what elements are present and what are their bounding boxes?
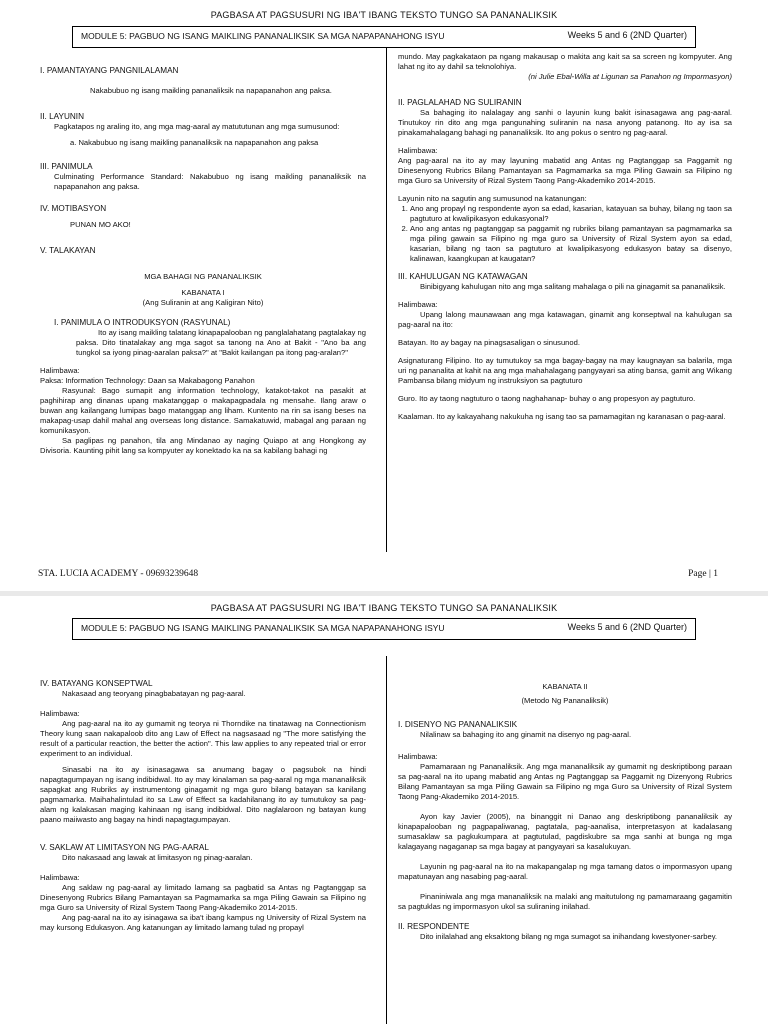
section-heading: II. LAYUNIN [40, 112, 84, 121]
label: Halimbawa: [40, 366, 80, 375]
footer-page-number: Page | 1 [688, 569, 718, 579]
page-2 [0, 596, 768, 1024]
section-heading: II. RESPONDENTE [398, 922, 470, 931]
question-list [398, 204, 732, 264]
paragraph: Nilalinaw sa bahaging ito ang ginamit na disenyo ng pag-aaral. [420, 730, 632, 739]
paragraph: Upang lalong maunawaan ang mga katawagan, ginamit ang konseptwal na kahulugan sa pag-aaral na ito: [398, 310, 732, 329]
paragraph: Ang pag-aaral na ito ay may layuning mabatid ang Antas ng Pagtanggap sa Paggamit ng Dinesenyong Rubrics Bilang Pamantayan sa Pagmamarka sa mga Piling Gawain sa Filipino ng mga Guro sa University of Rizal System Taong Pang-Akademiko 2014-2015. [398, 156, 732, 185]
paragraph: Ang saklaw ng pag-aaral ay limitado lamang sa pagbatid sa Antas ng Pagtanggap sa Dinesenyong Rubrics Bilang Pamantayan sa Pagmamarka sa mga Piling Gawain sa Filipino ng mga Guro sa University of Rizal System Taong Pang-Akademiko 2014-2015. [40, 883, 366, 912]
paragraph: Culminating Performance Standard: Nakabubuo ng isang maikling pananaliksik na napapanahon ang paksa. [54, 172, 366, 191]
paragraph: Pinaniniwala ang mga mananaliksik na malaki ang maitutulong ng pamamaraang gagamitin sa pagtuklas ng impormasyon ukol sa suliraning inilahad. [398, 892, 732, 911]
paragraph: Layunin nito na sagutin ang sumusunod na katanungan: [398, 194, 587, 203]
section-heading: IV. BATAYANG KONSEPTWAL [40, 679, 153, 688]
section-heading: III. PANIMULA [40, 162, 93, 171]
paragraph: Ayon kay Javier (2005), na binanggit ni Danao ang deskriptibong pananaliksik ay kinapapalooban ng pagpapaliwanag, pagtatala, pag-aanalisa, interpretasyon at kadalasang sumasaklaw sa pagkukumpara at pagtutulad, pagdiskubre sa mga sanhi at bunga ng mga kalagayang nagaganap sa mga bagay at pangyayari sa kasalukuyan. [398, 812, 732, 851]
section-heading: V. SAKLAW AT LIMITASYON NG PAG-AARAL [40, 843, 209, 852]
paragraph: Ang pag-aaral na ito ay gumamit ng teorya ni Thorndike na tinatawag na Connectionism Theory kung saan nakapaloob dito ang Law of Effect na nagsasaad ng "The more satisfying the result of a particular reaction, the better the action". This law applies to any repeated trial or error experiment to an individual. [40, 719, 366, 758]
citation: (ni Julie Ebal-Willa at Ligunan sa Panahon ng Impormasyon) [528, 72, 732, 81]
label: Halimbawa: [398, 752, 438, 761]
paragraph: Ang pag-aaral na ito ay isinagawa sa iba't ibang kampus ng University of Rizal System na may kursong Edukasyon. Ang katanungan ay limitado lamang tulad ng propayl [40, 913, 366, 932]
right-column [398, 682, 732, 942]
paragraph: Paksa: Information Technology: Daan sa Makabagong Panahon [40, 376, 255, 385]
subheading: MGA BAHAGI NG PANANALIKSIK [144, 272, 262, 281]
paragraph: Pagkatapos ng araling ito, ang mga mag-aaral ay matututunan ang mga sumusunod: [54, 122, 340, 131]
section-heading: II. PAGLALAHAD NG SULIRANIN [398, 98, 522, 107]
column-divider [386, 47, 387, 552]
right-column [398, 52, 732, 422]
section-heading: I. PAMANTAYANG PANGNILALAMAN [40, 66, 179, 75]
module-title: MODULE 5: PAGBUO NG ISANG MAIKLING PANANALIKSIK SA MGA NAPAPANAHONG ISYU [81, 623, 445, 633]
module-header-box [72, 618, 696, 640]
left-column [40, 66, 366, 456]
definition: Asignaturang Filipino. Ito ay tumutukoy sa mga bagay-bagay na may kaugnayan sa balarila, mga uri ng pananalita at kahit na ang mga mahahalagang pangyayari sa ating bansa, gamit ang Wikang Pambansa bilang midyum ng instruksiyon sa pagtuturo [398, 356, 732, 385]
weeks-label: Weeks 5 and 6 (2ND Quarter) [567, 622, 687, 632]
paragraph: Rasyunal: Bago sumapit ang information technology, katakot-takot na pasakit at paghihirap ang dinanas upang makatanggap o makapagpadala ng mensahe. Ilang araw o buwan ang kailangang lumipas bago matanggap ang liham. Kuntento na rin sa isang beses na makapag-usap dahil mahal ang overseas long distance. Samakatuwid, mabagal ang paraan ng komunikasyon. [40, 386, 366, 435]
paragraph: Nakasaad ang teoryang pinagbabatayan ng pag-aaral. [62, 689, 246, 698]
list-item: 2. Ano ang antas ng pagtanggap sa paggamit ng rubriks bilang pamantayan sa pagmamarka sa mga piling gawain sa Filipino ng mga guro sa University of Rizal System ayon sa edad, kasarian, bilang ng taon sa pagtuturo at kwalipikasyong edukasyon batay sa disenyo, kalinawan, kaangkupan at kaugatan? [410, 224, 732, 264]
list-item: a. Nakabubuo ng isang maikling pananaliksik na napapanahon ang paksa [70, 138, 319, 147]
column-divider [386, 656, 387, 1024]
paragraph: Nakabubuo ng isang maikling pananaliksik na napapanahon ang paksa. [90, 86, 332, 95]
paragraph: Pamamaraan ng Pananaliksik. Ang mga mananaliksik ay gumamit ng deskriptibong paraan sa pag-aaral na ito upang mabatid ang Antas ng Pagtanggap sa Paggamit ng Dizenyong Rubrics Bilang Pamantayan sa mga Piling Gawain sa Filipino ng mga Guro sa University of Rizal System Taong Pang-Akademiko 2014-2015. [398, 762, 732, 801]
definition: Kaalaman. Ito ay kakayahang nakukuha ng isang tao sa pamamagitan ng karanasan o pag-aaral. [398, 412, 726, 421]
paragraph: Layunin ng pag-aaral na ito na makapangalap ng mga tamang datos o impormasyon upang mapatunayan ang nasabing pag-aaral. [398, 862, 732, 881]
subheading: KABANATA II [542, 682, 588, 691]
section-heading: III. KAHULUGAN NG KATAWAGAN [398, 272, 528, 281]
definition: Guro. Ito ay taong nagtuturo o taong naghahanap- buhay o ang propesyon ay pagtuturo. [398, 394, 696, 403]
paragraph: Dito inilalahad ang eksaktong bilang ng mga sumagot sa inihandang kwestyoner-sarbey. [420, 932, 718, 941]
paragraph: Binibigyang kahulugan nito ang mga salitang mahalaga o pili na ginagamit sa pananaliksik. [420, 282, 726, 291]
section-heading: V. TALAKAYAN [40, 246, 96, 255]
label: Halimbawa: [40, 873, 80, 882]
subheading: (Ang Suliranin at ang Kaligiran Nito) [142, 298, 264, 307]
footer-school: STA. LUCIA ACADEMY - 09693239648 [38, 569, 199, 579]
module-title: MODULE 5: PAGBUO NG ISANG MAIKLING PANANALIKSIK SA MGA NAPAPANAHONG ISYU [81, 31, 445, 41]
paragraph: PUNAN MO AKO! [70, 220, 131, 229]
page-title: PAGBASA AT PAGSUSURI NG IBA'T IBANG TEKSTO TUNGO SA PANANALIKSIK [210, 10, 558, 20]
label: Halimbawa: [398, 300, 438, 309]
subheading: KABANATA I [181, 288, 225, 297]
paragraph: Dito nakasaad ang lawak at limitasyon ng pinag-aaralan. [62, 853, 253, 862]
paragraph: mundo. May pagkakataon pa ngang makausap o makita ang kait sa sa screen ng kompyuter. Ang lahat ng ito ay dahil sa teknolohiya. [398, 52, 732, 71]
paragraph: Sa paglipas ng panahon, tila ang Mindanao ay naging Quiapo at ang Hongkong ay Divisoria. Kaunting pihit lang sa kompyuter ay konektado ka na sa kabilang bahagi ng [40, 436, 366, 455]
section-heading: IV. MOTIBASYON [40, 204, 107, 213]
module-header-box [72, 26, 696, 48]
label: Halimbawa: [40, 709, 80, 718]
weeks-label: Weeks 5 and 6 (2ND Quarter) [567, 30, 687, 40]
list-item: 1. Ano ang propayl ng respondente ayon sa edad, kasarian, katayuan sa buhay, bilang ng taon sa pagtuturo at kwalipikasyon edukasyonal? [410, 204, 732, 224]
paragraph: Ito ay isang maikling talatang kinapapalooban ng panglalahatang pagtalakay ng paksa. Dito tinatalakay ang mga sagot sa tanong na Ano at Bakit - "Ano ba ang tungkol sa iyong pinag-aaralan paksa?" at "Bakit kailangan pa itong pag-aralan?" [76, 328, 366, 357]
section-heading: I. DISENYO NG PANANALIKSIK [398, 720, 518, 729]
left-column [40, 679, 366, 933]
definition: Batayan. Ito ay bagay na pinagsasaligan o sinusunod. [398, 338, 580, 347]
page-title: PAGBASA AT PAGSUSURI NG IBA'T IBANG TEKSTO TUNGO SA PANANALIKSIK [210, 603, 558, 613]
label: Halimbawa: [398, 146, 438, 155]
subheading: (Metodo Ng Pananaliksik) [521, 696, 609, 705]
paragraph: Sa bahaging ito nalalagay ang sanhi o layunin kung bakit isinasagawa ang pag-aaral. Tinutukoy rin dito ang mga pangunahing suliranin na nasa anyong patanong. Ito ay isa sa pinakamahalagang bahagi ng pananaliksik. Ito ang pokus o sentro ng pag-aaral. [398, 108, 732, 137]
section-heading: I. PANIMULA O INTRODUKSYON (RASYUNAL) [54, 318, 231, 327]
paragraph: Sinasabi na ito ay isinasagawa sa anumang bagay o pagsubok na hindi napagtagumpayan ng isang indibidwal. Ito ay may kinalaman sa pag-aaral ng mga mananaliksik sapagkat ang Rubriks ay instrumentong ginagamit ng mga guro bilang batayan sa kanilang pagmamarka. Maihahalintulad ito sa Law of Effect sa kadahilanang ito ay tumutukoy sa pag-alam ng kalakasan maging kahinaan ng isang indibidwal. Dito naglalaroon ng batayan kung paano maiiwasto ang bagay na hindi napagtagumpayan. [40, 765, 366, 824]
